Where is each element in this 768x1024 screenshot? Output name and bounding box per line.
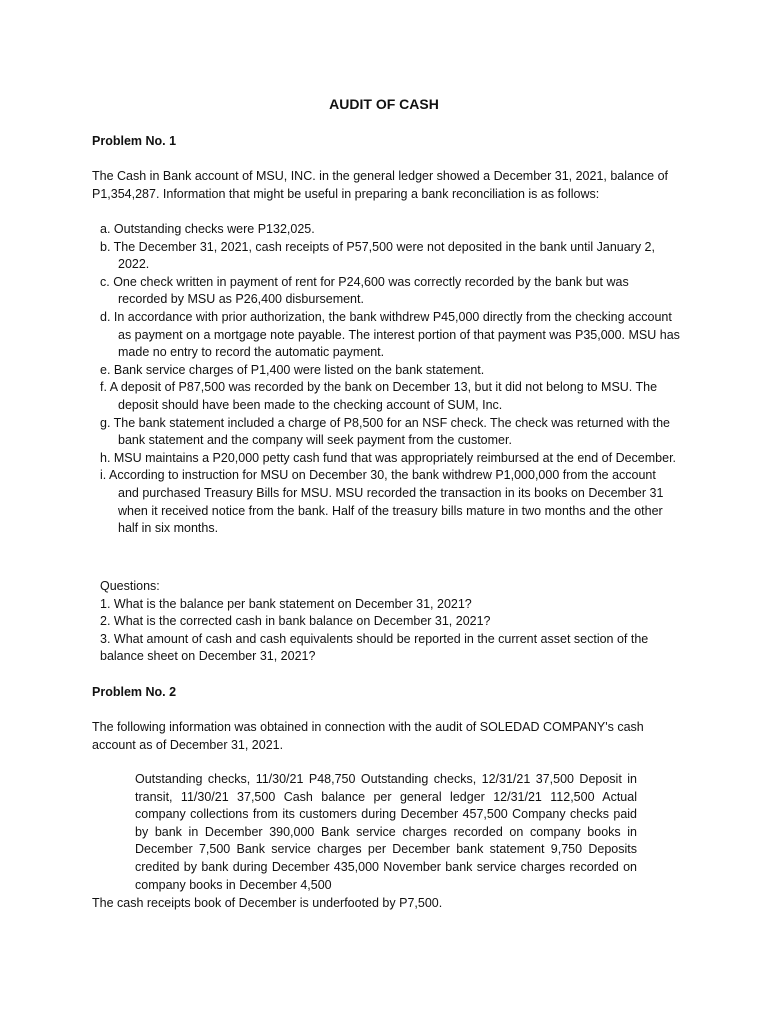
list-item: i. According to instruction for MSU on December 30, the bank withdrew P1,000,000 from the account and purchased Treasury Bills for MSU. MSU recorded the transaction in its books on December 31 when it received notice from the bank. Half of the treasury bills mature in two months and the other half in six months. <box>100 468 664 536</box>
problem-1-questions <box>100 578 670 666</box>
list-item: d. In accordance with prior authorization, the bank withdrew P45,000 directly from the checking account as payment on a mortgage note payable. The interest portion of that payment was P35,000. MSU has made no entry to record the automatic payment. <box>100 309 680 360</box>
list-item: 1. What is the balance per bank statement on December 31, 2021? <box>100 596 472 611</box>
list-item: a. Outstanding checks were P132,025. <box>100 222 315 236</box>
list-item: e. Bank service charges of P1,400 were listed on the bank statement. <box>100 362 485 377</box>
list-item: f. A deposit of P87,500 was recorded by the bank on December 13, but it did not belong to MSU. The deposit should have been made to the checking account of SUM, Inc. <box>100 380 658 412</box>
questions-label: Questions: <box>100 579 160 593</box>
list-item: 3. What amount of cash and cash equivalents should be reported in the current asset section of the balance sheet on December 31, 2021? <box>100 631 649 664</box>
list-item: c. One check written in payment of rent for P24,600 was correctly recorded by the bank but was recorded by MSU as P26,400 disbursement. <box>100 274 629 307</box>
problem-1-intro: The Cash in Bank account of MSU, INC. in the general ledger showed a December 31, 2021, balance of P1,354,287. Information that might be useful in preparing a bank reconciliation is as follows: <box>92 169 669 201</box>
problem-1-items <box>100 221 680 538</box>
document-title: AUDIT OF CASH <box>329 96 439 112</box>
problem-2-closing: The cash receipts book of December is underfooted by P7,500. <box>92 896 443 910</box>
questions-list <box>100 596 670 666</box>
problem-1-heading: Problem No. 1 <box>92 134 177 148</box>
list-item: h. MSU maintains a P20,000 petty cash fund that was appropriately reimbursed at the end of December. <box>100 450 677 465</box>
problem-2-heading: Problem No. 2 <box>92 685 177 699</box>
list-item: g. The bank statement included a charge of P8,500 for an NSF check. The check was returned with the bank statement and the company will seek payment from the customer. <box>100 415 671 448</box>
problem-2-intro: The following information was obtained in connection with the audit of SOLEDAD COMPANY's cash account as of December 31, 2021. <box>92 720 644 752</box>
list-item: b. The December 31, 2021, cash receipts of P57,500 were not deposited in the bank until January 2, 2022. <box>100 239 655 272</box>
problem-2-data-block: Outstanding checks, 11/30/21 P48,750 Outstanding checks, 12/31/21 37,500 Deposit in transit, 11/30/21 37,500 Cash balance per general ledger 12/31/21 112,500 Actual company collections from its customers during December 457,500 Company checks paid by bank in December 390,000 Bank service charges recorded on company books in December 7,500 Bank service charges per December bank statement 9,750 Deposits credited by bank during December 435,000 November bank service charges recorded on company books in December 4,500 <box>135 772 637 892</box>
list-item: 2. What is the corrected cash in bank balance on December 31, 2021? <box>100 614 491 629</box>
